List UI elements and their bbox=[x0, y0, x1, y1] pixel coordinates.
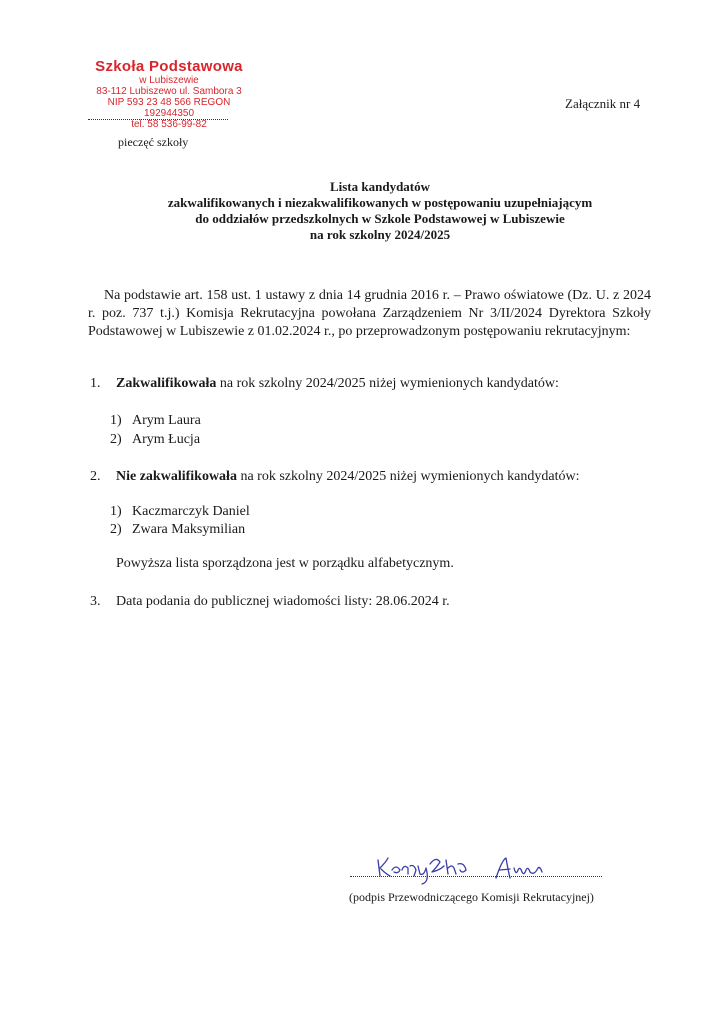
title-line-3: do oddziałów przedszkolnych w Szkole Podstawowej w Lubiszewie bbox=[195, 211, 565, 226]
section-2-bold: Nie zakwalifikowała bbox=[116, 469, 237, 484]
list-item bbox=[110, 522, 245, 538]
candidate-name: Kaczmarczyk Daniel bbox=[132, 504, 250, 519]
list-item-index: 1) bbox=[110, 504, 122, 519]
section-1-text bbox=[116, 376, 559, 392]
stamp-school-name: Szkoła Podstawowa bbox=[95, 58, 243, 75]
list-item-index: 2) bbox=[110, 432, 122, 447]
title-line-4: na rok szkolny 2024/2025 bbox=[309, 227, 451, 242]
stamp-line-4: tel. 58 536-99-82 bbox=[131, 119, 207, 130]
section-2-rest: na rok szkolny 2024/2025 niżej wymienionych kandydatów: bbox=[236, 469, 580, 484]
section-1-rest: na rok szkolny 2024/2025 niżej wymienionych kandydatów: bbox=[216, 376, 559, 391]
candidate-name: Arym Łucja bbox=[132, 432, 201, 447]
stamp-line-3: NIP 593 23 48 566 REGON 192944350 bbox=[107, 97, 231, 119]
stamp-dotted-line bbox=[88, 119, 228, 120]
attachment-label: Załącznik nr 4 bbox=[565, 96, 641, 111]
title-line-2: zakwalifikowanych i niezakwalifikowanych w postępowaniu uzupełniającym bbox=[167, 195, 593, 210]
section-2-text bbox=[116, 469, 580, 485]
list-item bbox=[110, 413, 201, 429]
intro-paragraph: Na podstawie art. 158 ust. 1 ustawy z dnia 14 grudnia 2016 r. – Prawo oświatowe (Dz. U. z 2024 r. poz. 737 t.j.) Komisja Rekrutacyjna powołana Zarządzeniem Nr 3/II/2024 Dyrektora Szkoły Podstawowej w Lubiszewie z 01.02.2024 r., po przeprowadzonym postępowaniu rekrutacyjnym: bbox=[88, 288, 651, 339]
list-item-index: 1) bbox=[110, 413, 122, 428]
list-item-index: 2) bbox=[110, 522, 122, 537]
title-line-1: Lista kandydatów bbox=[329, 179, 431, 194]
signature-caption: (podpis Przewodniczącego Komisji Rekrutacyjnej) bbox=[349, 890, 594, 904]
section-3-text: Data podania do publicznej wiadomości listy: 28.06.2024 r. bbox=[116, 594, 450, 609]
section-1-bold: Zakwalifikowała bbox=[116, 376, 217, 391]
alphabetical-note: Powyższa lista sporządzona jest w porządku alfabetycznym. bbox=[116, 556, 454, 571]
document-title bbox=[100, 179, 660, 243]
list-item bbox=[110, 432, 200, 448]
list-item bbox=[110, 504, 250, 520]
stamp-line-2: 83-112 Lubiszewo ul. Sambora 3 bbox=[96, 86, 242, 97]
candidate-name: Arym Laura bbox=[132, 413, 201, 428]
section-1-number: 1. bbox=[90, 376, 101, 391]
stamp-caption: pieczęć szkoły bbox=[118, 135, 189, 149]
section-3-number: 3. bbox=[90, 594, 101, 609]
section-2-number: 2. bbox=[90, 469, 101, 484]
signature-dotted-line bbox=[350, 876, 602, 877]
candidate-name: Zwara Maksymilian bbox=[132, 522, 246, 537]
stamp-line-1: w Lubiszewie bbox=[139, 75, 199, 86]
handwritten-signature bbox=[370, 852, 600, 886]
